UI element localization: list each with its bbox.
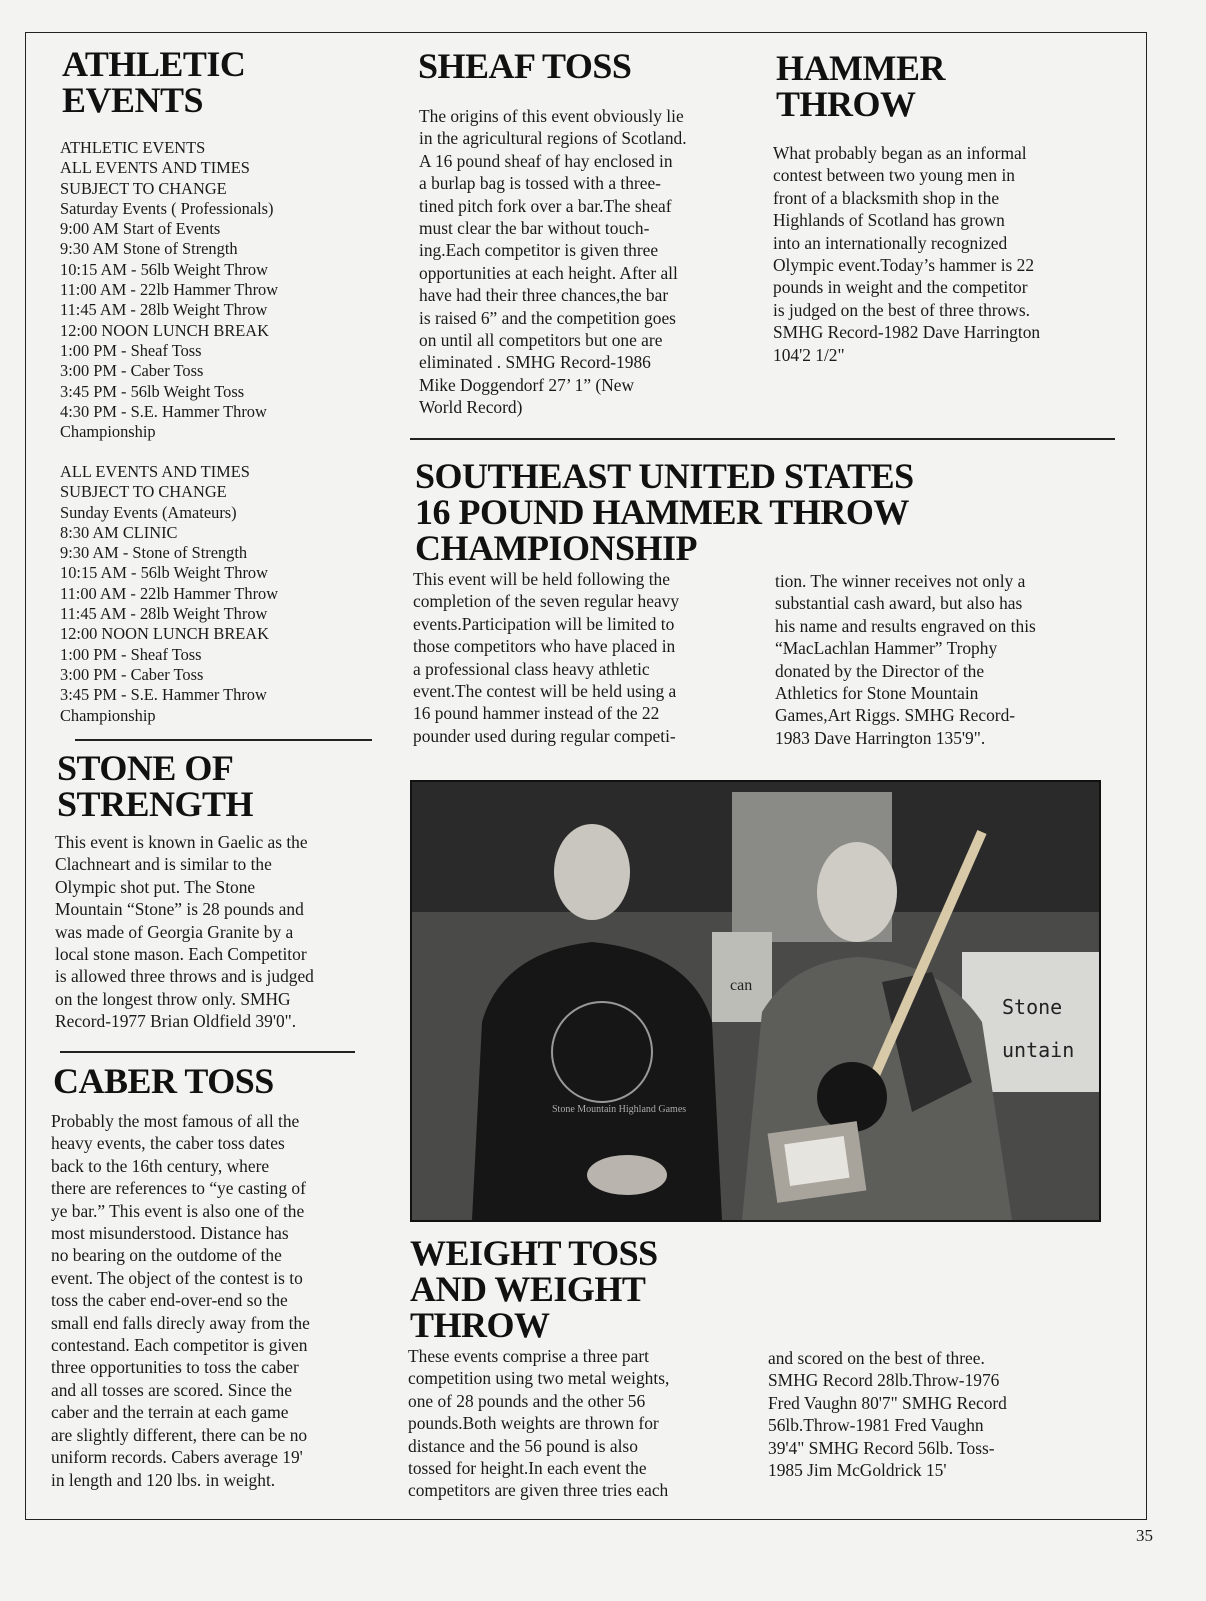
text-line: 3:45 PM - S.E. Hammer Throw xyxy=(60,685,267,705)
text-line: 11:45 AM - 28lb Weight Throw xyxy=(60,300,268,320)
text-line: 1:00 PM - Sheaf Toss xyxy=(60,340,202,360)
text-line: SMHG Record-1982 Dave Harrington xyxy=(773,322,1041,343)
text-line: 9:30 AM Stone of Strength xyxy=(60,239,238,259)
text-line: Clachneart and is similar to the xyxy=(55,854,272,875)
text-line: event. The object of the contest is to xyxy=(51,1267,303,1288)
text-line: 16 POUND HAMMER THROW xyxy=(415,492,909,532)
text-line: 3:45 PM - 56lb Weight Toss xyxy=(60,381,245,401)
text-line: is allowed three throws and is judged xyxy=(55,966,314,987)
text-line: 56lb.Throw-1981 Fred Vaughn xyxy=(768,1415,984,1436)
text-line: 9:00 AM Start of Events xyxy=(60,219,221,239)
text-line: CHAMPIONSHIP xyxy=(415,528,697,568)
text-line: Saturday Events ( Professionals) xyxy=(60,198,274,218)
stone-of-strength-heading xyxy=(57,750,253,822)
text-line: a burlap bag is tossed with a three- xyxy=(419,173,661,194)
text-line: Championship xyxy=(60,705,156,725)
text-line: 12:00 NOON LUNCH BREAK xyxy=(60,320,269,340)
text-line: must clear the bar without touch- xyxy=(419,218,650,239)
text-line: A 16 pound sheaf of hay enclosed in xyxy=(419,150,673,171)
text-line: have had their three chances,the bar xyxy=(419,285,669,306)
text-line: Mountain “Stone” is 28 pounds and xyxy=(55,899,304,920)
text-line: events.Participation will be limited to xyxy=(413,613,675,634)
text-line: 12:00 NOON LUNCH BREAK xyxy=(60,624,269,644)
text-line: and scored on the best of three. xyxy=(768,1348,985,1368)
photo-illustration xyxy=(412,782,1099,1220)
text-line: is judged on the best of three throws. xyxy=(773,299,1030,320)
text-line: those competitors who have placed in xyxy=(413,636,676,657)
text-line: SUBJECT TO CHANGE xyxy=(60,482,227,502)
text-line: HAMMER xyxy=(776,48,945,88)
text-line: 1985 Jim McGoldrick 15' xyxy=(768,1460,947,1481)
caber-toss-heading xyxy=(53,1063,274,1099)
text-line: local stone mason. Each Competitor xyxy=(55,944,307,965)
text-line: uniform records. Cabers average 19' xyxy=(51,1447,303,1468)
text-line: pounds.Both weights are thrown for xyxy=(408,1413,659,1434)
text-line: tion. The winner receives not only a xyxy=(775,571,1026,591)
text-line: opportunities at each height. After all xyxy=(419,262,678,283)
divider xyxy=(75,739,372,741)
hammer-throw-body xyxy=(773,142,1040,366)
text-line: This event will be held following the xyxy=(413,569,670,589)
text-line: Mike Doggendorf 27’ 1” (New xyxy=(419,374,635,395)
text-line: AND WEIGHT xyxy=(410,1269,646,1309)
text-line: 1983 Dave Harrington 135'9". xyxy=(775,727,986,748)
divider xyxy=(410,438,1115,440)
athletic-events-heading xyxy=(62,46,245,118)
text-line: are slightly different, there can be no xyxy=(51,1424,308,1445)
text-line: Games,Art Riggs. SMHG Record- xyxy=(775,705,1016,726)
text-line: ing.Each competitor is given three xyxy=(419,240,659,261)
text-line: heavy events, the caber toss dates xyxy=(51,1133,285,1154)
text-line: 39'4" SMHG Record 56lb. Toss- xyxy=(768,1437,995,1458)
text-line: into an internationally recognized xyxy=(773,232,1008,253)
text-line: What probably began as an informal xyxy=(773,143,1027,163)
divider xyxy=(60,1051,355,1053)
text-line: These events comprise a three part xyxy=(408,1346,649,1366)
text-line: Record-1977 Brian Oldfield 39'0". xyxy=(55,1011,297,1032)
text-line: 104'2 1/2" xyxy=(773,344,845,365)
text-line: most misunderstood. Distance has xyxy=(51,1223,289,1244)
text-line: The origins of this event obviously lie xyxy=(419,106,684,126)
text-line: 11:00 AM - 22lb Hammer Throw xyxy=(60,583,279,603)
weight-toss-heading xyxy=(410,1235,658,1343)
text-line: three opportunities to toss the caber xyxy=(51,1357,299,1378)
text-line: STONE OF xyxy=(57,748,234,788)
text-line: front of a blacksmith shop in the xyxy=(773,187,1000,208)
text-line: 16 pound hammer instead of the 22 xyxy=(413,703,660,724)
text-line: ALL EVENTS AND TIMES xyxy=(60,158,250,178)
text-line: Highlands of Scotland has grown xyxy=(773,210,1005,231)
text-line: tined pitch fork over a bar.The sheaf xyxy=(419,195,672,216)
text-line: Olympic event.Today’s hammer is 22 xyxy=(773,255,1035,276)
southeast-championship-heading xyxy=(415,458,914,566)
saturday-schedule xyxy=(60,138,278,442)
text-line: EVENTS xyxy=(62,80,204,120)
sunday-schedule xyxy=(60,462,278,726)
text-line: 11:00 AM - 22lb Hammer Throw xyxy=(60,280,279,300)
text-line: 1:00 PM - Sheaf Toss xyxy=(60,644,202,664)
text-line: eliminated . SMHG Record-1986 xyxy=(419,352,651,373)
text-line: his name and results engraved on this xyxy=(775,615,1036,636)
text-line: THROW xyxy=(776,84,916,124)
text-line: pounds in weight and the competitor xyxy=(773,277,1028,298)
text-line: and all tosses are scored. Since the xyxy=(51,1379,292,1400)
text-line: THROW xyxy=(410,1305,550,1345)
text-line: in length and 120 lbs. in weight. xyxy=(51,1469,276,1490)
text-line: is raised 6” and the competition goes xyxy=(419,307,676,328)
hammer-throw-heading xyxy=(776,50,945,122)
text-line: Sunday Events (Amateurs) xyxy=(60,502,237,522)
caber-toss-body xyxy=(51,1110,310,1491)
text-line: no bearing on the outdome of the xyxy=(51,1245,282,1266)
text-line: distance and the 56 pound is also xyxy=(408,1435,638,1456)
shirt-text: Stone Mountain Highland Games xyxy=(552,1104,687,1115)
text-line: on until all competitors but one are xyxy=(419,330,663,351)
sign-text: untain xyxy=(1002,1038,1075,1062)
text-line: Fred Vaughn 80'7" SMHG Record xyxy=(768,1392,1007,1413)
text-line: small end falls direcly away from the xyxy=(51,1312,310,1333)
text-line: ATHLETIC xyxy=(62,44,246,84)
text-line: This event is known in Gaelic as the xyxy=(55,832,308,852)
text-line: ATHLETIC EVENTS xyxy=(60,138,206,157)
text-line: event.The contest will be held using a xyxy=(413,681,677,702)
sign-text: can xyxy=(730,977,753,994)
text-line: one of 28 pounds and the other 56 xyxy=(408,1390,646,1411)
text-line: 4:30 PM - S.E. Hammer Throw xyxy=(60,401,267,421)
sheaf-toss-body xyxy=(419,105,687,419)
text-line: Probably the most famous of all the xyxy=(51,1111,300,1131)
text-line: tossed for height.In each event the xyxy=(408,1458,647,1479)
text-line: 11:45 AM - 28lb Weight Throw xyxy=(60,604,268,624)
text-line: in the agricultural regions of Scotland. xyxy=(419,128,687,149)
text-line: WEIGHT TOSS xyxy=(410,1233,658,1273)
text-line: Olympic shot put. The Stone xyxy=(55,876,256,897)
text-line: 9:30 AM - Stone of Strength xyxy=(60,543,248,563)
text-line: on the longest throw only. SMHG xyxy=(55,988,291,1009)
text-line: 10:15 AM - 56lb Weight Throw xyxy=(60,259,268,279)
text-line: 8:30 AM CLINIC xyxy=(60,522,178,542)
page-number: 35 xyxy=(1136,1526,1153,1545)
text-line: ye bar.” This event is also one of the xyxy=(51,1200,305,1221)
text-line: 3:00 PM - Caber Toss xyxy=(60,361,204,381)
stone-of-strength-body xyxy=(55,831,314,1033)
text-line: SMHG Record 28lb.Throw-1976 xyxy=(768,1370,1000,1391)
text-line: 10:15 AM - 56lb Weight Throw xyxy=(60,563,268,583)
southeast-championship-body-left xyxy=(413,568,679,747)
weight-toss-body-right xyxy=(768,1347,1007,1481)
sheaf-toss-heading xyxy=(418,48,631,84)
text-line: caber and the terrain at each game xyxy=(51,1402,289,1423)
sign-text: Stone xyxy=(1002,995,1063,1019)
text-line: STRENGTH xyxy=(57,784,254,824)
text-line: 3:00 PM - Caber Toss xyxy=(60,664,204,684)
text-line: World Record) xyxy=(419,397,523,418)
text-line: contestand. Each competitor is given xyxy=(51,1335,308,1356)
text-line: there are references to “ye casting of xyxy=(51,1178,306,1199)
southeast-championship-body-right xyxy=(775,570,1036,749)
text-line: Athletics for Stone Mountain xyxy=(775,683,979,704)
text-line: contest between two young men in xyxy=(773,165,1015,186)
text-line: “MacLachlan Hammer” Trophy xyxy=(775,638,998,659)
text-line: donated by the Director of the xyxy=(775,660,985,681)
text-line: competitors are given three tries each xyxy=(408,1480,669,1501)
text-line: ALL EVENTS AND TIMES xyxy=(60,462,250,481)
text-line: toss the caber end-over-end so the xyxy=(51,1290,288,1311)
text-line: SUBJECT TO CHANGE xyxy=(60,178,227,198)
text-line: CABER TOSS xyxy=(53,1061,274,1101)
text-line: SHEAF TOSS xyxy=(418,46,632,86)
weight-toss-body-left xyxy=(408,1345,669,1502)
text-line: pounder used during regular competi- xyxy=(413,725,676,746)
text-line: SOUTHEAST UNITED STATES xyxy=(415,456,914,496)
award-photo xyxy=(410,780,1101,1222)
text-line: completion of the seven regular heavy xyxy=(413,591,680,612)
text-line: Championship xyxy=(60,422,156,442)
text-line: was made of Georgia Granite by a xyxy=(55,921,294,942)
text-line: substantial cash award, but also has xyxy=(775,593,1023,614)
text-line: back to the 16th century, where xyxy=(51,1155,270,1176)
text-line: competition using two metal weights, xyxy=(408,1368,670,1389)
text-line: a professional class heavy athletic xyxy=(413,658,650,679)
